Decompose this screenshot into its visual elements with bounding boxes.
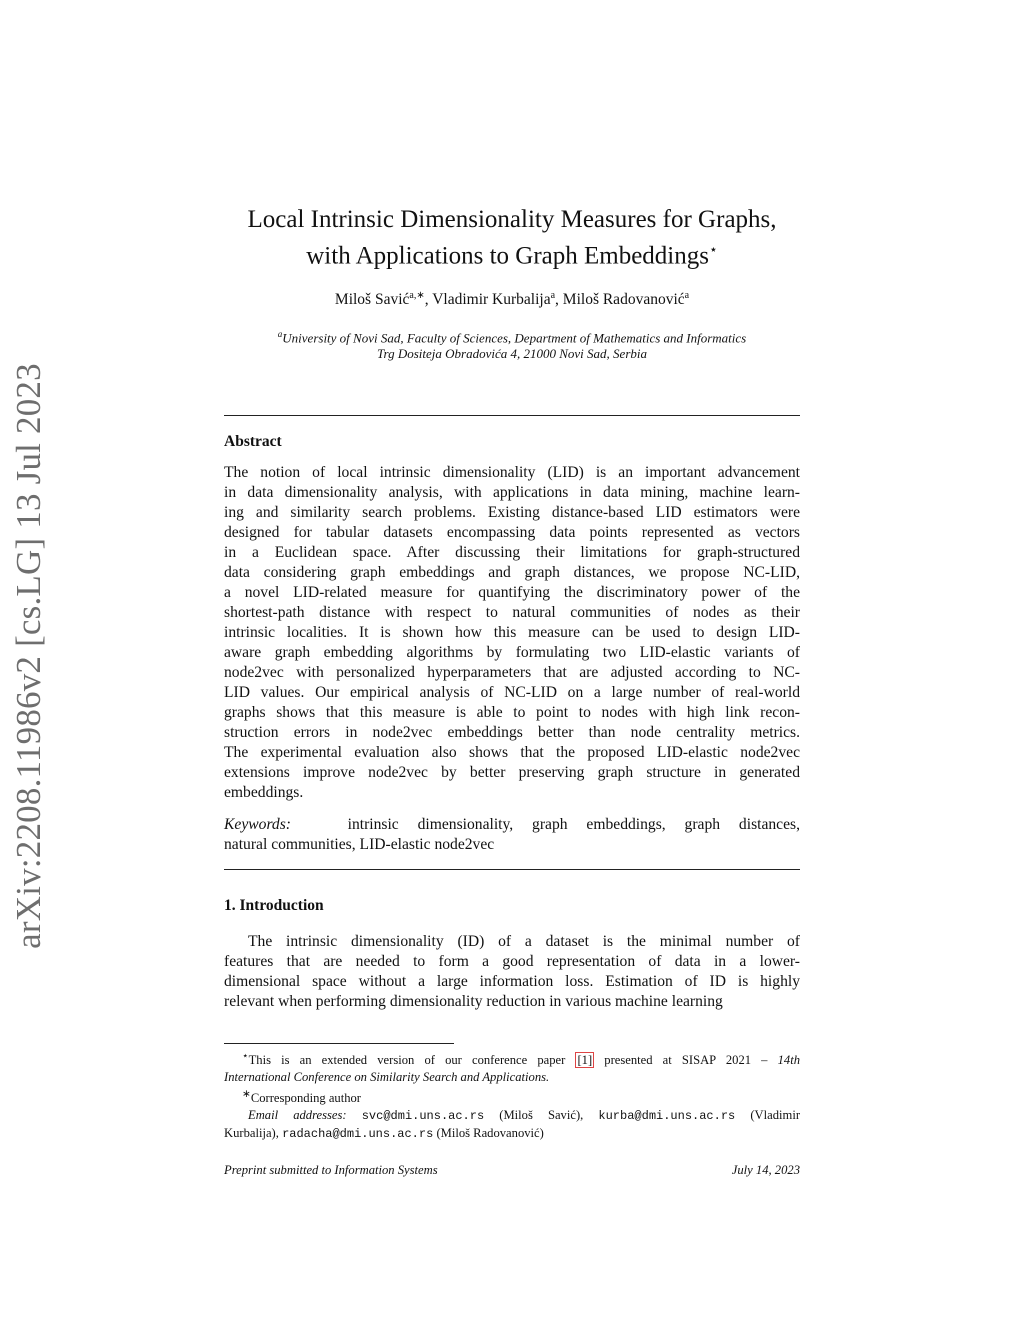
keywords-line-2: natural communities, LID-elastic node2vec xyxy=(224,836,495,853)
title-line-1: Local Intrinsic Dimensionality Measures for Graphs, xyxy=(247,206,777,233)
page-footer xyxy=(224,1163,800,1178)
preprint-date: July 14, 2023 xyxy=(731,1163,800,1177)
arxiv-side-stamp xyxy=(4,363,54,949)
author-list: Miloš Savić$^{a,∗}$, Vladimir Kurbalija$^a$, Miloš Radovanović$^a$ xyxy=(334,290,690,309)
author-name: Miloš Radovanović xyxy=(562,291,685,309)
author-name: Vladimir Kurbalija xyxy=(432,291,551,309)
footnote-emails-cont: Kurbalija), radacha@dmi.uns.ac.rs (Miloš Radovanović) xyxy=(224,1126,544,1142)
affiliation-line-2: Trg Dositeja Obradovića 4, 21000 Novi Sad, Serbia xyxy=(377,346,647,362)
text-line: designed for tabular datasets encompassing data points represented as vectors xyxy=(224,524,800,541)
title-footnote-mark: ⋆ xyxy=(708,243,718,258)
author-affiliation-mark: a xyxy=(684,290,690,301)
footnotes xyxy=(224,1048,800,1143)
affiliation-line-1: University of Novi Sad, Faculty of Sciences, Department of Mathematics and Informatics xyxy=(282,330,747,346)
abstract-top-rule xyxy=(224,415,800,416)
email-link[interactable]: svc@dmi.uns.ac.rs xyxy=(361,1109,485,1124)
text-line: extensions improve node2vec by better preserving graph structure in generated xyxy=(224,764,800,781)
email-link[interactable]: kurba@dmi.uns.ac.rs xyxy=(598,1109,736,1124)
text-line: struction errors in node2vec embeddings better than node centrality metrics. xyxy=(224,724,800,741)
footnote-emails: Email addresses: svc@dmi.uns.ac.rs (Miloš Savić), kurba@dmi.uns.ac.rs (Vladimir xyxy=(248,1108,801,1124)
text-line: shortest-path distance with respect to natural communities of nodes as their xyxy=(224,604,800,621)
author-affiliation-mark: a,∗ xyxy=(409,290,425,301)
text-line: data considering graph embeddings and graph distances, we propose NC-LID, xyxy=(224,564,800,581)
text-line: embeddings. xyxy=(224,784,304,801)
preprint-note: Preprint submitted to Information Systems xyxy=(224,1163,438,1177)
keywords-label: Keywords: xyxy=(224,816,291,833)
footnote-rule xyxy=(224,1043,454,1044)
text-line: in a Euclidean space. After discussing their limitations for graph-structured xyxy=(224,544,800,561)
text-line: The experimental evaluation also shows that the proposed LID-elastic node2vec xyxy=(224,744,800,761)
abstract-heading: Abstract xyxy=(224,433,282,450)
text-line: aware graph embedding algorithms by formulating two LID-elastic variants of xyxy=(224,644,800,661)
text-line: The notion of local intrinsic dimensionality (LID) is an important advancement xyxy=(224,464,800,481)
text-line: a novel LID-related measure for quantifying the discriminatory power of the xyxy=(224,584,800,601)
arxiv-identifier: arXiv:2208.11986v2 [cs.LG] 13 Jul 2023 xyxy=(9,363,48,949)
text-line: ing and similarity search problems. Existing distance-based LID estimators were xyxy=(224,504,800,521)
title-line-2: with Applications to Graph Embeddings⋆ xyxy=(306,242,718,270)
text-line: relevant when performing dimensionality reduction in various machine learning xyxy=(224,993,723,1010)
abstract-bottom-rule xyxy=(224,869,800,870)
email-link[interactable]: radacha@dmi.uns.ac.rs xyxy=(282,1127,434,1142)
keywords-line-1: intrinsic dimensionality, graph embeddings, graph distances, xyxy=(347,816,800,833)
affiliation xyxy=(200,326,824,362)
abstract-body xyxy=(224,463,800,803)
footnote-star: ⋆This is an extended version of our conference paper [1] presented at SISAP 2021 – 14th xyxy=(242,1051,800,1068)
text-line: intrinsic localities. It is shown how this measure can be used to design LID- xyxy=(224,624,800,641)
text-line: dimensional space without a large information loss. Estimation of ID is highly xyxy=(224,973,800,990)
text-line: LID values. Our empirical analysis of NC-LID on a large number of real-world xyxy=(224,684,800,701)
keywords xyxy=(224,815,800,855)
text-line: node2vec with personalized hyperparameters that are adjusted according to NC- xyxy=(224,664,800,681)
affiliation-mark: a xyxy=(277,329,283,339)
author-name: Miloš Savić xyxy=(334,291,410,309)
text-line: The intrinsic dimensionality (ID) of a dataset is the minimal number of xyxy=(248,933,800,950)
footnote-venue: International Conference on Similarity Search and Applications. xyxy=(224,1070,550,1085)
footnote-corresponding: ∗Corresponding author xyxy=(242,1089,361,1106)
paper-title xyxy=(200,204,824,271)
text-line: in data dimensionality analysis, with applications in data mining, machine learn- xyxy=(224,484,800,501)
section-heading-introduction: 1. Introduction xyxy=(224,897,324,914)
citation-link[interactable]: [1] xyxy=(577,1053,593,1068)
author-affiliation-mark: a xyxy=(550,290,556,301)
text-line: graphs shows that this measure is able to point to nodes with high link recon- xyxy=(224,704,800,721)
text-line: features that are needed to form a good representation of data in a lower- xyxy=(224,953,800,970)
introduction-body xyxy=(224,932,800,1012)
